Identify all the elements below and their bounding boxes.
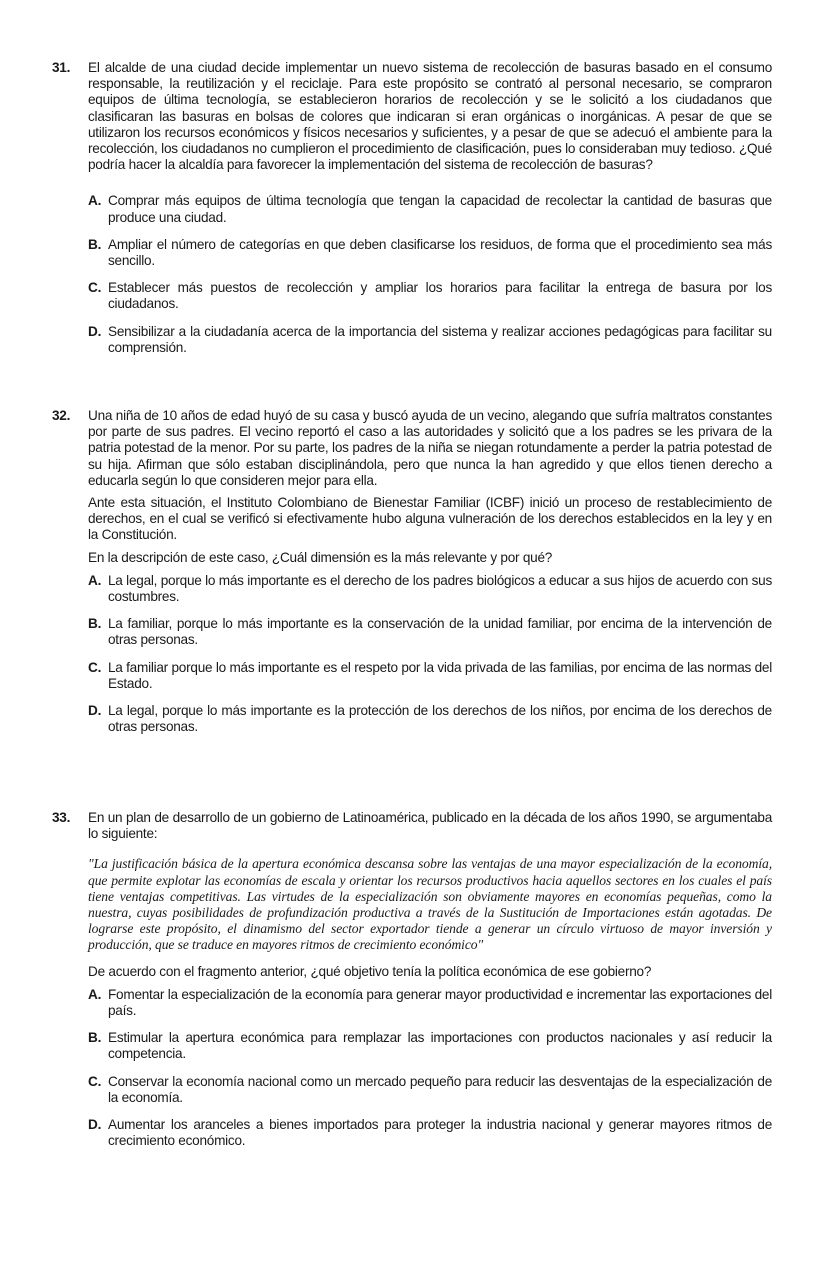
option-c[interactable] [88,280,772,312]
option-text: La legal, porque lo más importante es el derecho de los padres biológicos a educar a sus hijos de acuerdo con sus costumbres. [108,572,772,605]
option-a[interactable] [88,193,772,225]
option-text: Ampliar el número de categorías en que deben clasificarse los residuos, de forma que el procedimiento sea más sencillo. [108,236,772,269]
option-letter: B. [88,1030,102,1046]
option-text: Fomentar la especialización de la economía para generar mayor productividad e incrementar las exportaciones del país. [108,986,772,1019]
question-prompt: En la descripción de este caso, ¿Cuál dimensión es la más relevante y por qué? [88,549,553,565]
option-text: La legal, porque lo más importante es la protección de los derechos de los niños, por encima de los derechos de otras personas. [108,703,772,735]
option-letter: D. [88,323,102,339]
option-d[interactable] [88,1117,772,1149]
option-b[interactable] [88,237,772,269]
option-b[interactable] [88,1030,772,1062]
option-letter: A. [88,986,102,1002]
option-letter: C. [88,280,102,296]
question-33 [52,810,772,1160]
question-stem: En un plan de desarrollo de un gobierno de Latinoamérica, publicado en la década de los años 1990, se argumentaba lo siguiente: [88,810,772,842]
option-d[interactable] [88,324,772,356]
question-number: 32. [52,408,71,423]
option-a[interactable] [88,987,772,1019]
option-text: Establecer más puestos de recolección y ampliar los horarios para facilitar la entrega de basura por los ciudadanos. [108,280,772,312]
option-letter: D. [88,703,102,719]
question-32 [52,408,772,746]
option-letter: A. [88,193,102,209]
option-text: La familiar, porque lo más importante es la conservación de la unidad familiar, por encima de la intervención de otras personas. [108,616,772,648]
option-b[interactable] [88,616,772,648]
question-31 [52,60,772,367]
option-a[interactable] [88,573,772,605]
option-text: Aumentar los aranceles a bienes importados para proteger la industria nacional y generar mayores ritmos de crecimiento económico. [108,1117,772,1149]
option-letter: B. [88,616,102,632]
question-number: 33. [52,810,71,825]
option-text: La familiar porque lo más importante es el respeto por la vida privada de las familias, por encima de las normas del Estado. [108,659,772,691]
option-c[interactable] [88,1074,772,1106]
question-stem: El alcalde de una ciudad decide implementar un nuevo sistema de recolección de basuras basado en el consumo responsable, la reutilización y el reciclaje. Para este propósito se contrató al personal necesario, se compraron equipos de última tecnología, se establecieron horarios de recolección y se le solicitó a los ciudadanos que clasificaran las basuras en bolsas de colores que indicaran si eran orgánicas o inorgánicas. A pesar de que se utilizaron los recursos económicos y físicos necesarios y suficientes, y a pesar de que se adecuó el ambiente para la recolección, los ciudadanos no cumplieron el procedimiento de clasificación, pues lo consideraban muy tedioso. ¿Qué podría hacer la alcaldía para favorecer la implementación del sistema de recolección de basuras? [88,60,772,173]
question-prompt: De acuerdo con el fragmento anterior, ¿qué objetivo tenía la política económica de ese gobierno? [88,963,652,979]
option-letter: D. [88,1117,102,1133]
option-c[interactable] [88,660,772,692]
option-text: Estimular la apertura económica para remplazar las importaciones con productos nacionales y así reducir la competencia. [108,1030,772,1062]
option-text: Comprar más equipos de última tecnología que tengan la capacidad de recolectar la cantidad de basuras que produce una ciudad. [108,193,772,225]
question-number: 31. [52,60,71,75]
option-letter: C. [88,1073,102,1089]
option-letter: B. [88,236,102,252]
option-d[interactable] [88,703,772,735]
quoted-fragment: "La justificación básica de la apertura económica descansa sobre las ventajas de una mayor especialización de la economía, que permite explotar las economías de escala y orientar los recursos productivos hacia aquellos sectores en los cuales el país tiene ventajas competitivas. Las virtudes de la especialización son obviamente mayores en economías pequeñas, como la nuestra, cuyas posibilidades de profundización productiva a través de la Sustitución de Importaciones están agotadas. De lograrse este propósito, el dinamismo del sector exportador tiende a generar un círculo virtuoso de mayor inversión y producción, que se traduce en mayores ritmos de crecimiento económico" [88,856,772,953]
option-letter: C. [88,659,102,675]
question-stem: Una niña de 10 años de edad huyó de su casa y buscó ayuda de un vecino, alegando que sufría maltratos constantes por parte de sus padres. El vecino reportó el caso a las autoridades y solicitó que a los padres se les privara de la patria potestad de la menor. Por su parte, los padres de la niña se niegan rotundamente a perder la patria potestad de su hija. Afirman que sólo estaban disciplinándola, pero que nunca la han agredido y que ellos tienen derecho a educarla según lo que consideren mejor para ella. [88,408,772,488]
option-text: Sensibilizar a la ciudadanía acerca de la importancia del sistema y realizar acciones pedagógicas para facilitar su comprensión. [108,323,772,355]
option-letter: A. [88,572,102,588]
option-text: Conservar la economía nacional como un mercado pequeño para reducir las desventajas de la especialización de la economía. [108,1073,772,1105]
context-paragraph: Ante esta situación, el Instituto Colombiano de Bienestar Familiar (ICBF) inició un proceso de restablecimiento de derechos, en el cual se verificó si efectivamente hubo alguna vulneración de los derechos establecidos en la ley y en la Constitución. [88,495,772,543]
